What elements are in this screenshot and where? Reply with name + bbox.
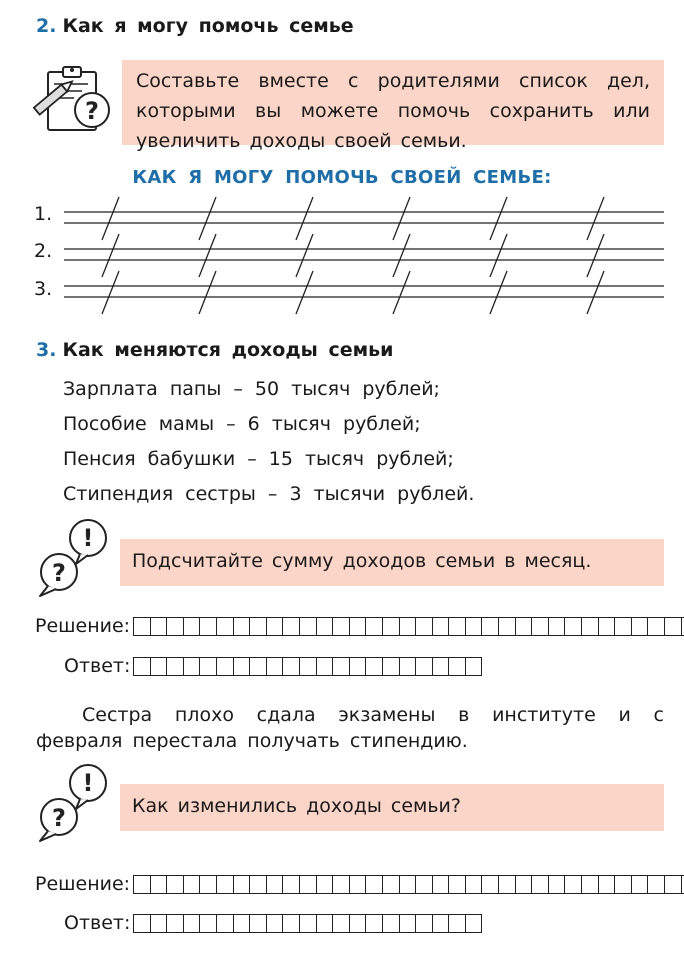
income-item: Стипендия сестры – 3 тысячи рублей. (63, 483, 475, 505)
section-title: Как меняются доходы семьи (62, 339, 394, 361)
income-item: Пособие мамы – 6 тысяч рублей; (63, 413, 421, 435)
section-title: Как я могу помочь семье (62, 15, 354, 37)
svg-text:?: ? (52, 804, 66, 832)
section-2-heading (36, 15, 354, 37)
svg-text:?: ? (85, 97, 99, 125)
svg-text:?: ? (52, 559, 66, 587)
solution-label: Решение: (35, 615, 131, 637)
solution-cells[interactable] (133, 617, 684, 636)
list-subtitle: КАК Я МОГУ ПОМОЧЬ СВОЕЙ СЕМЬЕ: (132, 167, 552, 188)
svg-text:!: ! (82, 769, 94, 797)
solution-label: Решение: (35, 873, 131, 895)
answer-cells[interactable] (133, 657, 482, 676)
exclamation-question-bubble-icon (32, 518, 112, 598)
handwriting-lines[interactable] (64, 195, 664, 315)
income-item: Зарплата папы – 50 тысяч рублей; (63, 378, 440, 400)
answer-cells[interactable] (133, 914, 482, 933)
row-number-2: 2. (34, 240, 53, 262)
row-number-1: 1. (34, 203, 53, 225)
task-text: Подсчитайте сумму доходов семьи в месяц. (132, 550, 592, 572)
task-text: Составьте вместе с родителями список дел, которыми вы можете помочь сохранить или увеличить доходы своей семьи. (136, 70, 650, 152)
row-number-3: 3. (34, 278, 53, 300)
answer-label: Ответ: (64, 912, 131, 934)
task-box-change (120, 784, 664, 831)
solution-cells[interactable] (133, 875, 684, 894)
section-number: 2. (36, 15, 57, 37)
exclamation-question-bubble-icon (32, 763, 112, 843)
income-item: Пенсия бабушки – 15 тысяч рублей; (63, 448, 454, 470)
clipboard-question-icon (30, 62, 116, 136)
section-3-heading (36, 339, 393, 361)
answer-label: Ответ: (64, 655, 131, 677)
paragraph-text: Сестра плохо сдала экзамены в институте и с февраля перестала получать стипендию. (36, 704, 664, 752)
task-text: Как изменились доходы семьи? (132, 795, 461, 817)
section-number: 3. (36, 339, 57, 361)
task-box-list (122, 60, 664, 152)
task-box-sum (120, 539, 664, 586)
svg-text:!: ! (82, 524, 94, 552)
